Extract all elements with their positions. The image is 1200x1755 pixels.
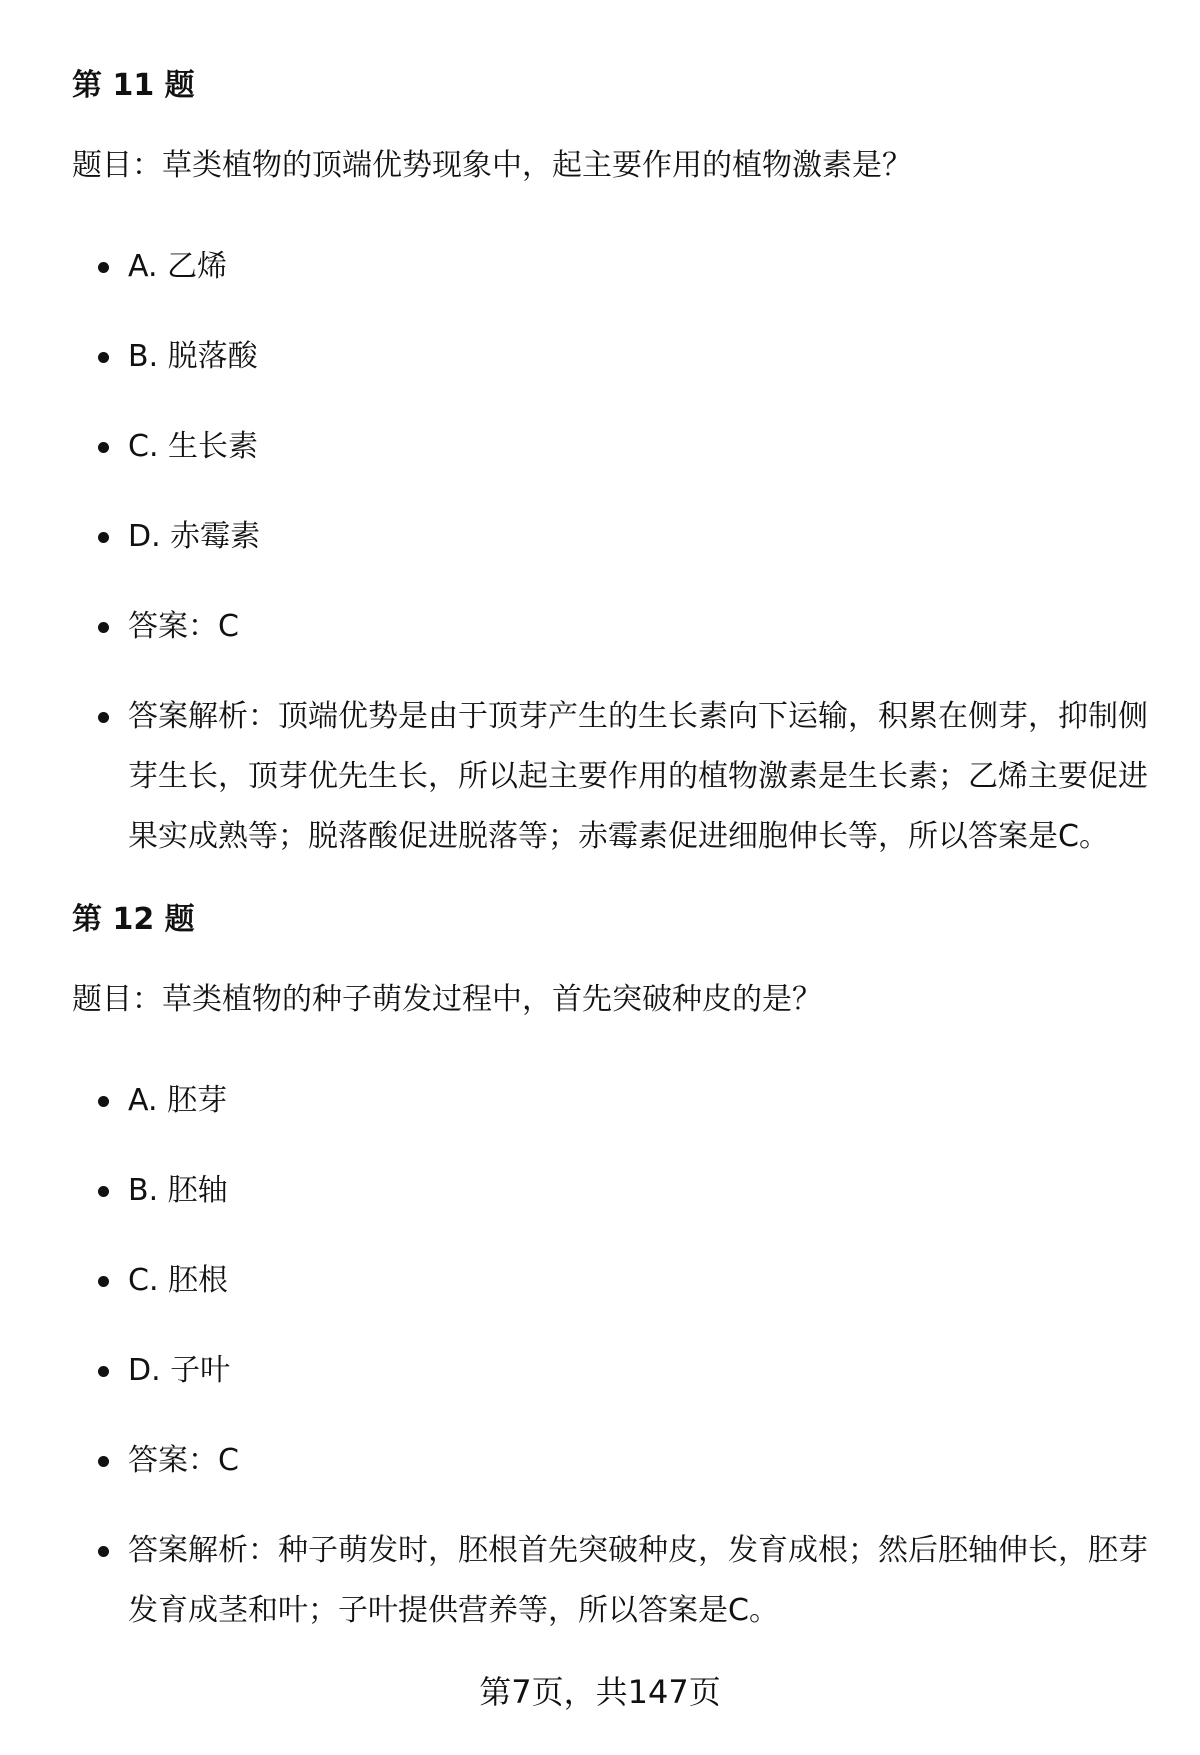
option-b: B. 胚轴 <box>128 1161 1148 1221</box>
question-prompt: 题目：草类植物的顶端优势现象中，起主要作用的植物激素是？ <box>72 148 912 183</box>
answer-analysis: 答案解析：种子萌发时，胚根首先突破种皮，发育成根；然后胚轴伸长，胚芽发育成茎和叶；子叶提供营养等，所以答案是C。 <box>128 1521 1148 1641</box>
answer: 答案：C <box>128 1431 1148 1491</box>
answer-analysis: 答案解析：顶端优势是由于顶芽产生的生长素向下运输，积累在侧芽，抑制侧芽生长，顶芽优先生长，所以起主要作用的植物激素是生长素；乙烯主要促进果实成熟等；脱落酸促进脱落等；赤霉素促进细胞伸长等，所以答案是C。 <box>128 687 1148 867</box>
question-heading: 第 12 题 <box>72 902 195 937</box>
question-prompt: 题目：草类植物的种子萌发过程中，首先突破种皮的是？ <box>72 982 822 1017</box>
answer: 答案：C <box>128 597 1148 657</box>
option-c: C. 生长素 <box>128 417 1148 477</box>
option-b: B. 脱落酸 <box>128 327 1148 387</box>
question-heading: 第 11 题 <box>72 68 195 103</box>
option-a: A. 乙烯 <box>128 237 1148 297</box>
option-c: C. 胚根 <box>128 1251 1148 1311</box>
option-d: D. 子叶 <box>128 1341 1148 1401</box>
option-a: A. 胚芽 <box>128 1071 1148 1131</box>
option-d: D. 赤霉素 <box>128 507 1148 567</box>
page-number-footer: 第7页，共147页 <box>479 1673 721 1711</box>
